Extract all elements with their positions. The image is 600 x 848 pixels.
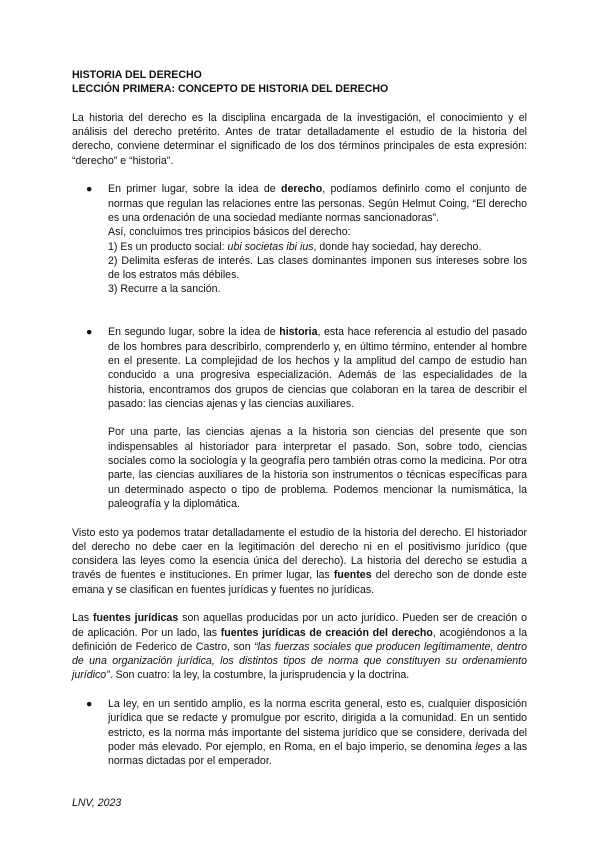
fuentes-juridicas-paragraph: Las fuentes jurídicas son aquellas producidas por un acto jurídico. Pueden ser de creación o de aplicación. Por un lado, las fuentes jurídicas de creación del derecho, acogiéndonos a la definición de Federico de Castro, son “las fuerzas sociales que producen legítimamente, dentro de una organización jurídica, los distintos tipos de norma que constituyen su ordenamiento jurídico”. Son cuatro: la ley, la costumbre, la jurisprudencia y la doctrina. xyxy=(72,612,528,682)
bullet-historia-text: En segundo lugar, sobre la idea de historia, esta hace referencia al estudio del pasado de los hombres para describirlo, comprenderlo y, en último término, entender al hombre en el presente. La complejidad de los hechos y la amplitud del campo de estudio han conducido a una progresiva especialización. Además de las especialidades de la historia, encontramos dos grupos de ciencias que colaboran en la tarea de describir el pasado: las ciencias ajenas y las ciencias auxiliares. xyxy=(108,326,527,410)
principle-3: 3) Recurre a la sanción. xyxy=(108,283,221,296)
principle-2: 2) Delimita esferas de interés. Las clases dominantes imponen sus intereses sobre los de los estratos más débiles. xyxy=(108,254,527,282)
intro-paragraph: La historia del derecho es la disciplina encargada de la investigación, el conocimiento y el análisis del derecho pretérito. Antes de tratar detalladamente el estudio de la historia del derecho, conviene determinar el significado de los dos términos principales de esta expresión: “derecho” e “historia”. xyxy=(72,111,527,167)
bullet-icon: ● xyxy=(86,326,93,339)
principle-1: 1) Es un producto social: ubi societas ibi ius, donde hay sociedad, hay derecho. xyxy=(108,240,482,253)
bullet-icon: ● xyxy=(86,698,93,711)
bullet-icon: ● xyxy=(86,183,93,196)
title-line-2: LECCIÓN PRIMERA: CONCEPTO DE HISTORIA DEL DERECHO xyxy=(72,83,389,96)
bullet-derecho-text: En primer lugar, sobre la idea de derecho, podíamos definirlo como el conjunto de normas que regulan las relaciones entre las personas. Según Helmut Coing, “El derecho es una ordenación de una sociedad mediante normas sancionadoras”. xyxy=(108,183,527,224)
fuentes-paragraph: Visto esto ya podemos tratar detalladamente el estudio de la historia del derecho. El historiador del derecho no debe caer en la legitimación del derecho ni en el positivismo jurídico (que considera las leyes como la esencia única del derecho). La historia del derecho se estudia a través de fuentes e instituciones. En primer lugar, las fuentes del derecho son de donde este emana y se clasifican en fuentes jurídicas y fuentes no jurídicas. xyxy=(72,526,527,596)
principles-intro: Así, concluimos tres principios básicos del derecho: xyxy=(108,226,351,239)
bullet-derecho xyxy=(72,182,527,296)
bullet-ley-text: La ley, en un sentido amplio, es la norma escrita general, esto es, cualquier disposición jurídica que se redacte y promulgue por escrito, dirigida a la comunidad. En un sentido estricto, es la norma más importante del sistema jurídico que se considere, derivada del poder más elevado. Por ejemplo, en Roma, en el bajo imperio, se denomina leges a las normas dictadas por el emperador. xyxy=(108,698,528,768)
ciencias-paragraph: Por una parte, las ciencias ajenas a la historia son ciencias del presente que son indispensables al historiador para interpretar el pasado. Son, sobre todo, ciencias sociales como la sociología y la geografía pero también otras como la medicina. Por otra parte, las ciencias auxiliares de la historia son instrumentos o técnicas específicas para un determinado aspecto o tipo de problema. Podemos mencionar la numismática, la paleografía y la diplomática. xyxy=(108,426,527,510)
bullet-ley xyxy=(72,697,527,768)
document-content xyxy=(72,68,527,769)
page-footer: LNV, 2023 xyxy=(72,797,122,809)
title-line-1: HISTORIA DEL DERECHO xyxy=(72,69,202,81)
bullet-historia xyxy=(72,325,527,511)
